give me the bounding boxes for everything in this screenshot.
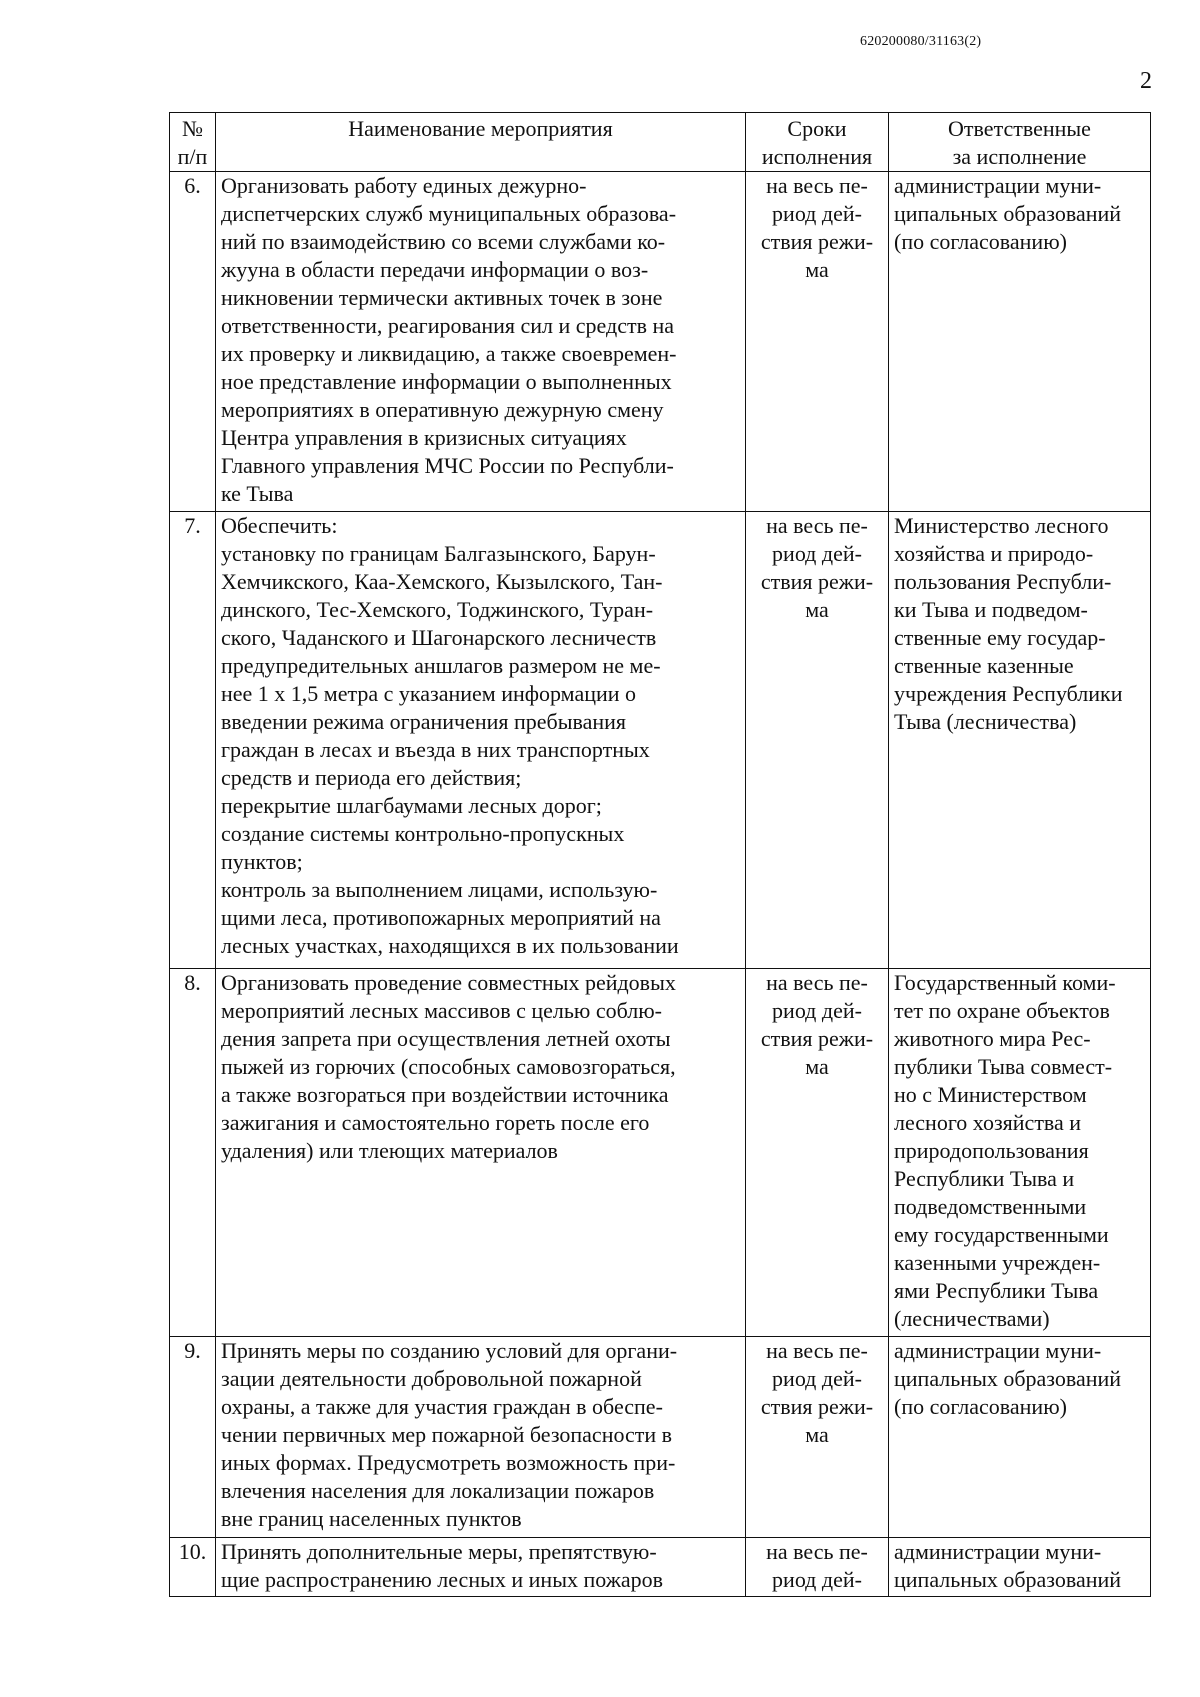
deadline-cell	[746, 1337, 889, 1538]
cell-text-line: Принять дополнительные меры, препятствую-	[221, 1539, 657, 1564]
cell-text-line: пользования Республи-	[894, 569, 1112, 594]
cell-text-line: (лесничествами)	[894, 1306, 1050, 1331]
cell-text-line: Главного управления МЧС России по Республи-	[221, 453, 674, 478]
table-row	[170, 1538, 1151, 1597]
cell-text-line: ма	[805, 597, 829, 622]
cell-text-line: нее 1 х 1,5 метра с указанием информации о	[221, 681, 637, 706]
measures-table	[169, 112, 1151, 1597]
deadline-cell	[746, 1538, 889, 1597]
cell-text-line: на весь пе-	[766, 970, 868, 995]
cell-text-line: пыжей из горючих (способных самовозгораться,	[221, 1054, 676, 1079]
cell-text-line: Тыва (лесничества)	[894, 709, 1077, 734]
cell-text-line: тет по охране объектов	[894, 998, 1110, 1023]
cell-text-line: введении режима ограничения пребывания	[221, 709, 627, 734]
cell-text-line: зации деятельности добровольной пожарной	[221, 1366, 642, 1391]
cell-text-line: а также возгораться при воздействии источника	[221, 1082, 669, 1107]
cell-text-line: ственные ему государ-	[894, 625, 1106, 650]
cell-text-line: Министерство лесного	[894, 513, 1109, 538]
measure-description	[216, 172, 746, 512]
row-number: 7.	[170, 512, 216, 969]
cell-text-line: граждан в лесах и въезда в них транспортных	[221, 737, 650, 762]
cell-text-line: ма	[805, 257, 829, 282]
cell-text-line: пунктов;	[221, 849, 303, 874]
cell-text-line: динского, Тес-Хемского, Тоджинского, Туран-	[221, 597, 654, 622]
cell-text-line: ствия режи-	[760, 229, 874, 254]
row-number: 9.	[170, 1337, 216, 1538]
table-body	[170, 172, 1151, 1597]
cell-text-line: администрации муни-	[894, 1539, 1102, 1564]
cell-text-line: удаления) или тлеющих материалов	[221, 1138, 558, 1163]
cell-text-line: но с Министерством	[894, 1082, 1087, 1107]
cell-text-line: диспетчерских служб муниципальных образова-	[221, 201, 677, 226]
cell-text-line: риод дей-	[772, 998, 862, 1023]
cell-text-line: иных формах. Предусмотреть возможность при-	[221, 1450, 676, 1475]
cell-text-line: (по согласованию)	[894, 229, 1067, 254]
cell-text-line: ма	[805, 1422, 829, 1447]
cell-text-line: Хемчикского, Каа-Хемского, Кызылского, Тан-	[221, 569, 663, 594]
cell-text-line: на весь пе-	[766, 173, 868, 198]
cell-text-line: вне границ населенных пунктов	[221, 1506, 522, 1531]
cell-text-line: ского, Чаданского и Шагонарского лесничеств	[221, 625, 657, 650]
cell-text-line: (по согласованию)	[894, 1394, 1067, 1419]
cell-text-line: риод дей-	[772, 1366, 862, 1391]
table-header-row	[170, 113, 1151, 172]
column-header-responsible: Ответственные за исполнение	[889, 113, 1151, 172]
cell-text-line: Организовать проведение совместных рейдовых	[221, 970, 676, 995]
cell-text-line: Государственный коми-	[894, 970, 1116, 995]
cell-text-line: Принять меры по созданию условий для органи-	[221, 1338, 678, 1363]
measure-description	[216, 512, 746, 969]
cell-text-line: мероприятиях в оперативную дежурную смену	[221, 397, 664, 422]
cell-text-line: ствия режи-	[760, 1394, 874, 1419]
cell-text-line: лесного хозяйства и	[894, 1110, 1082, 1135]
cell-text-line: администрации муни-	[894, 173, 1102, 198]
cell-text-line: администрации муни-	[894, 1338, 1102, 1363]
measure-description	[216, 1337, 746, 1538]
cell-text-line: ответственности, реагирования сил и средств на	[221, 313, 675, 338]
cell-text-line: Организовать работу единых дежурно-	[221, 173, 587, 198]
cell-text-line: публики Тыва совмест-	[894, 1054, 1113, 1079]
cell-text-line: мероприятий лесных массивов с целью соблю-	[221, 998, 662, 1023]
row-number: 6.	[170, 172, 216, 512]
responsible-cell	[889, 1538, 1151, 1597]
row-number: 8.	[170, 969, 216, 1337]
document-registration-number: 620200080/31163(2)	[860, 34, 982, 49]
responsible-cell	[889, 512, 1151, 969]
deadline-cell	[746, 512, 889, 969]
cell-text-line: Центра управления в кризисных ситуациях	[221, 425, 627, 450]
cell-text-line: животного мира Рес-	[894, 1026, 1091, 1051]
cell-text-line: казенными учрежден-	[894, 1250, 1101, 1275]
cell-text-line: щие распространению лесных и иных пожаров	[221, 1567, 664, 1592]
cell-text-line: хозяйства и природо-	[894, 541, 1094, 566]
cell-text-line: на весь пе-	[766, 513, 868, 538]
cell-text-line: ки Тыва и подведом-	[894, 597, 1088, 622]
cell-text-line: создание системы контрольно-пропускных	[221, 821, 625, 846]
cell-text-line: на весь пе-	[766, 1539, 868, 1564]
cell-text-line: влечения населения для локализации пожаров	[221, 1478, 655, 1503]
cell-text-line: контроль за выполнением лицами, использую-	[221, 877, 658, 902]
cell-text-line: ципальных образований	[894, 1366, 1122, 1391]
cell-text-line: чении первичных мер пожарной безопасности в	[221, 1422, 673, 1447]
column-header-measure: Наименование мероприятия	[216, 113, 746, 172]
cell-text-line: природопользования	[894, 1138, 1089, 1163]
cell-text-line: ями Республики Тыва	[894, 1278, 1099, 1303]
cell-text-line: жууна в области передачи информации о воз-	[221, 257, 649, 282]
cell-text-line: ке Тыва	[221, 481, 294, 506]
cell-text-line: дения запрета при осуществления летней охоты	[221, 1026, 671, 1051]
cell-text-line: охраны, а также для участия граждан в обеспе-	[221, 1394, 663, 1419]
cell-text-line: лесных участках, находящихся в их пользовании	[221, 933, 679, 958]
deadline-cell	[746, 969, 889, 1337]
cell-text-line: риод дей-	[772, 1567, 862, 1592]
cell-text-line: щими леса, противопожарных мероприятий на	[221, 905, 661, 930]
cell-text-line: ципальных образований	[894, 201, 1122, 226]
cell-text-line: риод дей-	[772, 541, 862, 566]
responsible-cell	[889, 1337, 1151, 1538]
cell-text-line: предупредительных аншлагов размером не ме-	[221, 653, 661, 678]
column-header-deadline: Сроки исполнения	[746, 113, 889, 172]
cell-text-line: подведомственными	[894, 1194, 1087, 1219]
deadline-cell	[746, 172, 889, 512]
cell-text-line: Обеспечить:	[221, 513, 338, 538]
responsible-cell	[889, 172, 1151, 512]
cell-text-line: зажигания и самостоятельно гореть после его	[221, 1110, 650, 1135]
responsible-cell	[889, 969, 1151, 1337]
cell-text-line: ма	[805, 1054, 829, 1079]
cell-text-line: ное представление информации о выполненных	[221, 369, 672, 394]
cell-text-line: риод дей-	[772, 201, 862, 226]
cell-text-line: установку по границам Балгазынского, Барун-	[221, 541, 656, 566]
cell-text-line: средств и периода его действия;	[221, 765, 522, 790]
cell-text-line: ний по взаимодействию со всеми службами ко-	[221, 229, 666, 254]
table-row	[170, 512, 1151, 969]
cell-text-line: ственные казенные	[894, 653, 1074, 678]
page-number: 2	[1140, 68, 1152, 94]
table-header	[170, 113, 1151, 172]
measure-description	[216, 969, 746, 1337]
cell-text-line: ему государственными	[894, 1222, 1109, 1247]
cell-text-line: никновении термически активных точек в зоне	[221, 285, 663, 310]
table-row	[170, 172, 1151, 512]
table-row	[170, 969, 1151, 1337]
cell-text-line: учреждения Республики	[894, 681, 1123, 706]
cell-text-line: ствия режи-	[760, 1026, 874, 1051]
row-number: 10.	[170, 1538, 216, 1597]
cell-text-line: перекрытие шлагбаумами лесных дорог;	[221, 793, 602, 818]
cell-text-line: ствия режи-	[760, 569, 874, 594]
cell-text-line: Республики Тыва и	[894, 1166, 1075, 1191]
column-header-number: № п/п	[170, 113, 216, 172]
measure-description	[216, 1538, 746, 1597]
table-row	[170, 1337, 1151, 1538]
cell-text-line: на весь пе-	[766, 1338, 868, 1363]
cell-text-line: их проверку и ликвидацию, а также своевремен-	[221, 341, 677, 366]
cell-text-line: ципальных образований	[894, 1567, 1122, 1592]
